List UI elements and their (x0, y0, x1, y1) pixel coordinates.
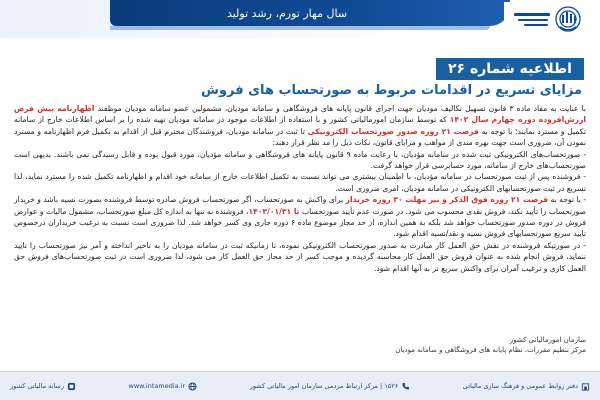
footer-office (463, 382, 590, 391)
footer-website[interactable] (129, 382, 198, 391)
media-logo-icon (67, 382, 76, 391)
body-paragraph-point-2: - فروشنده پس از ثبت صورتحساب در سامانه مؤدیان، با اطمینان بیشتری می تواند نسبت به تکمیل اطلاعات خارج از سامانه خود اقدام و اظهارنامه تکمیل شده را مسترد نماید، لذا تسریع در ثبت صورتحسابهای الکترونیکی در سامانه مودیان، امری ضروری است. (14, 172, 586, 193)
phone-icon (401, 382, 410, 391)
year-slogan: سال مهار تورم، رشد تولید (226, 7, 348, 20)
body-text: که توسط سازمان امورمالیاتی کشور و با استفاده از اطلاعات موجود در سامانه مودیان تهیه شده را بر اساس اطلاعات خارج از سامانه تکمیل و مسترد نمایند؛ با توجه به (14, 115, 586, 136)
body-paragraph-intro (14, 103, 586, 149)
body-paragraph-point-1: - صورتحساب‌های الکترونیکی ثبت شده در سامانه مؤدیان، با رعایت ماده ۹ قانون پایانه های فروشگاهی و سامانه مؤدیان، مورد قبول بوده و قابل رسیدگی نمی باشند. بدیهی است صورتحساب‌های خارج از سامانه، مورد حسابرسی قرار خواهد گرفت. (14, 149, 586, 171)
body-text: ، فروشنده نه تنها به اندازه کل مبلغ صورتحساب، مشمول مالیات و عوارض فروش در دوره صدور صورتحساب خواهد شد بلکه به همین اندازه، از حد مجاز موضوع ماده ۶ دوره جاری وی کسر خواهد شد. لذا ضروری است نسبت به ترغیب خریداران درخصوص تایید سریع صورتحسابهای فروش نسیه و نقد/نسیه اقدام شود. (14, 206, 586, 239)
announcement-body (14, 103, 586, 274)
iran-tax-administration-emblem-icon (504, 2, 590, 38)
body-paragraph-point-3 (14, 194, 586, 240)
body-paragraph-point-4: - در صورتیکه فروشنده در نقش حق العمل کار مبادرت به صدور صورتحساب الکترونیکی نموده، تا زمانیکه ثبت در سامانه مودیان را به تاخیر انداخته و آمر نیز صورتحساب را تایید ننماید، فروش انجام شده به عنوان فروش حق العمل کار محاسبه گردیده و موجب کسر از حد مجاز حق العمل کار می شود، لذا ضروری است در ثبت صورتحساب‌های فروش حق العمل کاری و ترغیب آمران برای واکنش سریع تر به آنها اقدام شود. (14, 240, 586, 273)
footer-media (10, 382, 76, 391)
building-icon (581, 382, 590, 391)
announcement-subtitle: مزایای تسریع در اقدامات مربوط به صورتحساب های فروش (201, 83, 582, 98)
highlight-text: فرصت ۲۱ روزه فوق الذکر و نیز مهلت ۳۰ روزه خریدار (345, 195, 549, 205)
footer-hotline (250, 382, 411, 391)
body-text: برای واکنش به صورتحساب، اگر صورتحساب فروش صادره توسط فروشنده بصورت نسیه باشد و خریدار صورتحساب را تأیید نکند، فروش نقدی محسوب می شود. در صورت عدم تأیید صورتحساب (14, 195, 586, 216)
signature-block (386, 336, 586, 355)
signature-organization: سازمان امورمالیاتی کشور (509, 336, 586, 344)
footer-content (10, 379, 590, 393)
footer-bar (0, 371, 600, 400)
footer-website-link[interactable]: www.intamedia.ir (128, 382, 186, 390)
highlight-text: فرصت ۲۱ روزه صدور صورتحساب الکترونیکی (307, 126, 479, 136)
signature-department: مرکز تنظیم مقررات، نظام پایانه های فروشگاهی و سامانه مودیان (395, 345, 586, 354)
globe-icon (188, 382, 197, 391)
body-text: با عنایت به مفاد ماده ۳ قانون تسهیل تکالیف مودیان جهت اجرای قانون پایانه های فروشگاهی و سامانه مودیان، مشمولین عضو سامانه مودیان موظفند (94, 104, 587, 113)
highlight-date: تا ۱۴۰۳/۰۱/۳۱ (248, 206, 300, 216)
footer-media-text: رسانه مالیاتی کشور (10, 382, 65, 390)
slogan-band-accent (110, 26, 490, 30)
body-text: تا ثبت در سامانه مودیان، فروشندگان محترم قبل از اقدام به تکمیل فرم اظهارنامه و مسترد نمودن آن، ضروری است جهت بهره مندی از مواهب و مزایای قانون، نکات ذیل را مد نظر قرار دهند: (14, 126, 586, 148)
announcement-title: اطلاعیه شماره ۲۶ (436, 58, 584, 80)
highlight-text: اظهارنامه پیش فرض ارزش‌افزوده دوره چهارم سال ۱۴۰۲ (14, 104, 586, 125)
body-text: - با توجه به (548, 195, 586, 205)
footer-office-text: دفتر روابط عمومی و فرهنگ سازی مالیاتی (462, 382, 578, 390)
header-banner (0, 0, 600, 38)
footer-hotline-text: ۱۵۲۶ | مرکز ارتباط مردمی سازمان امور مالیاتی کشور (249, 382, 399, 390)
